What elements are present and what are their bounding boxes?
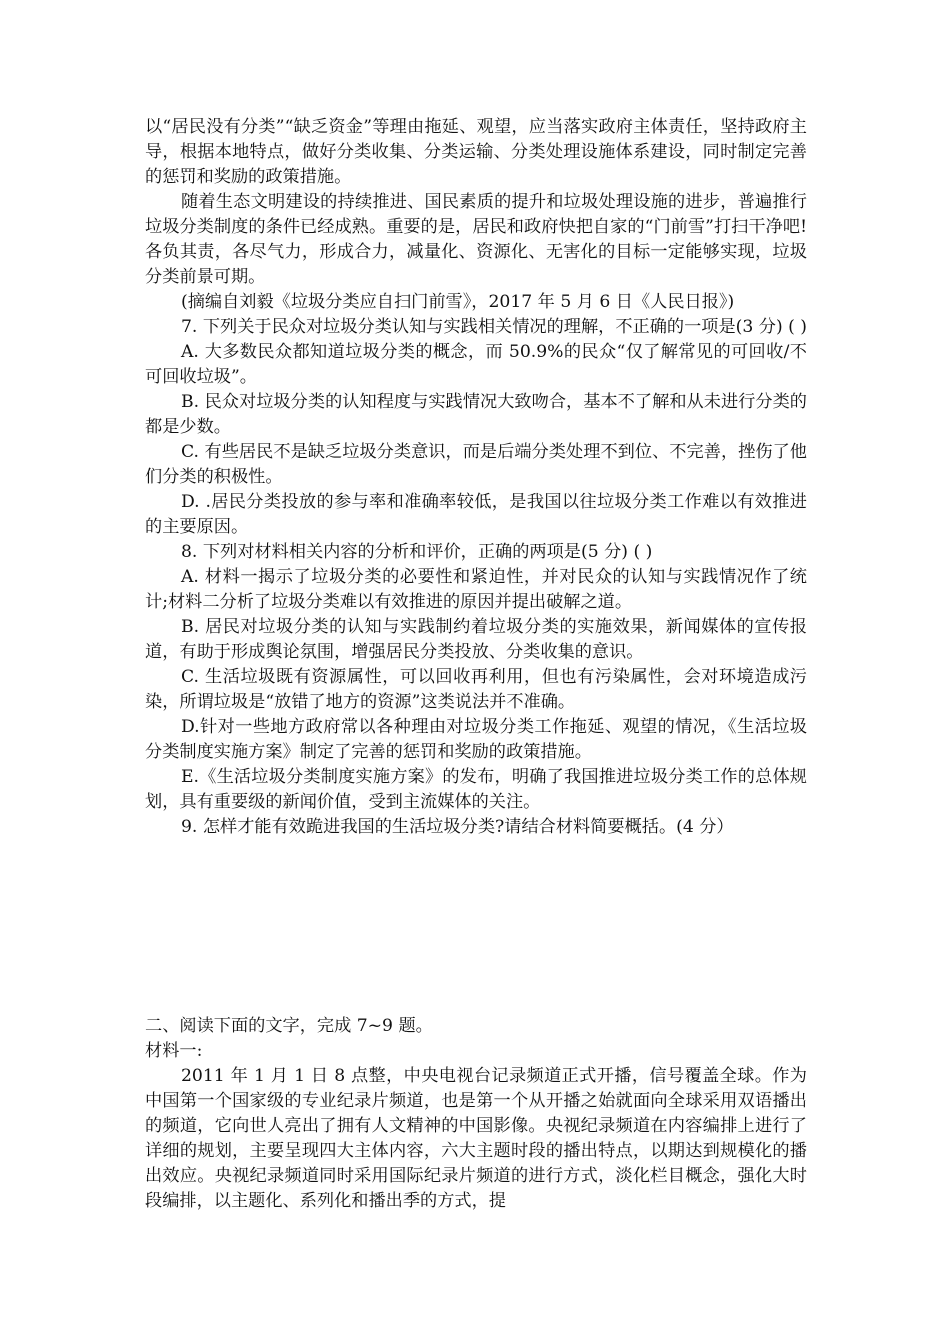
question-9-stem: 9. 怎样才能有效跪进我国的生活垃圾分类?请结合材料简要概括。(4 分） [181,817,734,837]
source-citation: (摘编自刘毅《垃圾分类应自扫门前雪》，2017 年 5 月 6 日《人民日报》) [181,292,735,312]
question-8-option-c: C. 生活垃圾既有资源属性，可以回收再利用，但也有污染属性，会对环境造成污染，所谓垃圾是“放错了地方的资源”这类说法并不准确。 [145,667,807,712]
material-label: 材料一: [145,1041,203,1061]
question-7-option-b: B. 民众对垃圾分类的认知程度与实践情况大致吻合，基本不了解和从未进行分类的都是少数。 [145,392,807,437]
reading-section-two [145,1014,807,1214]
question-8-option-e: E.《生活垃圾分类制度实施方案》的发布，明确了我国推进垃圾分类工作的总体规划，具有重要级的新闻价值，受到主流媒体的关注。 [145,767,807,812]
question-8-option-d: D.针对一些地方政府常以各种理由对垃圾分类工作拖延、观望的情况，《生活垃圾分类制度实施方案》制定了完善的惩罚和奖励的政策措施。 [145,717,807,762]
paragraph-cctv-documentary: 2011 年 1 月 1 日 8 点整，中央电视台记录频道正式开播，信号覆盖全球。作为中国第一个国家级的专业纪录片频道，也是第一个从开播之始就面向全球采用双语播出的频道，它向世人亮出了拥有人文精神的中国影像。央视纪录频道在内容编排上进行了详细的规划，主要呈现四大主体内容，六大主题时段的播出特点，以期达到规模化的播出效应。央视纪录频道同时采用国际纪录片频道的进行方式，淡化栏目概念，强化大时段编排，以主题化、系列化和播出季的方式，提 [145,1066,807,1211]
question-7-option-c: C. 有些居民不是缺乏垃圾分类意识，而是后端分类处理不到位、不完善，挫伤了他们分类的积极性。 [145,442,807,487]
paragraph-conclusion: 随着生态文明建设的持续推进、国民素质的提升和垃圾处理设施的进步，普遍推行垃圾分类制度的条件已经成熟。重要的是，居民和政府快把自家的“门前雪”打扫干净吧!各负其责，各尽气力，形成合力，减量化、资源化、无害化的目标一定能够实现，垃圾分类前景可期。 [145,192,807,287]
section-heading: 二、阅读下面的文字，完成 7~9 题。 [145,1016,433,1036]
reading-section-continued [145,115,807,840]
question-8-stem: 8. 下列对材料相关内容的分析和评价，正确的两项是(5 分) ( ) [181,542,653,562]
question-8-option-b: B. 居民对垃圾分类的认知与实践制约着垃圾分类的实施效果，新闻媒体的宣传报道，有助于形成舆论氛围，增强居民分类投放、分类收集的意识。 [145,617,807,662]
question-7-stem: 7. 下列关于民众对垃圾分类认知与实践相关情况的理解，不正确的一项是(3 分) ( ) [181,317,808,337]
question-8-option-a: A. 材料一揭示了垃圾分类的必要性和紧迫性，并对民众的认知与实践情况作了统计;材料二分析了垃圾分类难以有效推进的原因并提出破解之道。 [145,567,807,612]
question-7-option-d: D. .居民分类投放的参与率和准确率较低，是我国以往垃圾分类工作难以有效推进的主要原因。 [145,492,807,537]
paragraph-policy-continuation: 以“居民没有分类”“缺乏资金”等理由拖延、观望，应当落实政府主体责任，坚持政府主导，根据本地特点，做好分类收集、分类运输、分类处理设施体系建设，同时制定完善的惩罚和奖励的政策措施。 [145,117,807,187]
question-7-option-a: A. 大多数民众都知道垃圾分类的概念，而 50.9%的民众“仅了解常见的可回收/不可回收垃圾”。 [145,342,807,387]
